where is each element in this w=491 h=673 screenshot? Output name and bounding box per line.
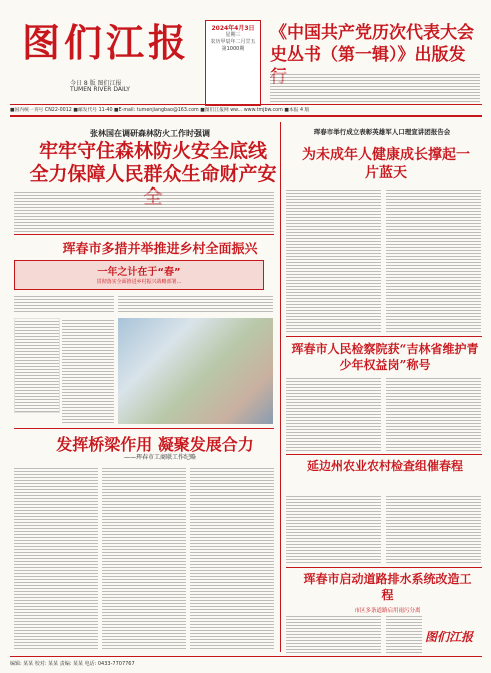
masthead-sub: 今日 8 版 图们江报 <box>70 80 122 87</box>
rural-text-2 <box>118 294 273 314</box>
feature-col-1 <box>14 466 98 651</box>
side-headline-3[interactable]: 延边州农业农村检查组催春程 <box>306 459 463 473</box>
side-headline-1[interactable]: 为未成年人健康成长撑起一片蓝天 <box>302 147 470 181</box>
banner-title: 一年之计在于“春” <box>97 267 181 278</box>
rural-headline[interactable]: 珲春市多措并举推进乡村全面振兴 <box>62 242 258 257</box>
side-rule-2 <box>286 454 482 455</box>
banner-sub: 贯彻落实全面推进乡村振兴战略部署... <box>96 279 182 285</box>
side-text-1a <box>286 188 381 333</box>
top-headline[interactable]: 《中国共产党历次代表大会史丛书（第一辑）》出版发 <box>270 23 474 65</box>
main-headline-line1: 牢牢守住森林防火安全底线 <box>38 140 267 162</box>
spring-banner <box>14 260 264 290</box>
main-article-text <box>14 190 274 232</box>
date: 2024年4月3日 <box>211 25 255 32</box>
top-article-text <box>270 72 480 102</box>
lunar-date: 农历甲辰年二月廿五 <box>210 39 256 45</box>
section-rule-2 <box>14 428 274 429</box>
side-text-2b <box>386 376 481 452</box>
main-kicker: 张林国在调研森林防火工作时强调 <box>90 129 210 138</box>
feature-headline[interactable]: 发挥桥梁作用 凝聚发展合力 <box>56 435 254 454</box>
sports-hall-photo <box>118 318 273 424</box>
side-rule-1 <box>286 336 482 337</box>
main-headline-line2: 全力保障人民群众生命财产安 <box>29 163 277 185</box>
footer-rule <box>10 656 482 657</box>
feature-col-2 <box>102 466 186 651</box>
side-rule-3 <box>286 567 482 568</box>
side-text-3a <box>286 494 381 564</box>
masthead-pinyin: TUMEN RIVER DAILY <box>70 86 130 93</box>
masthead-logo: 图们江报 <box>22 20 191 65</box>
issue-number: 第1000期 <box>221 46 245 52</box>
side-text-4a <box>286 614 381 654</box>
side-kicker: 珲春市举行成立表彰英雄军人口理宣讲团报告会 <box>313 128 451 136</box>
side-headline-4[interactable]: 珲春市启动道路排水系统改造工程 <box>303 572 472 602</box>
feature-col-3 <box>190 466 274 651</box>
column-divider <box>280 122 281 652</box>
rural-text-3 <box>62 318 114 424</box>
side-text-3b <box>386 494 481 564</box>
rural-text-1 <box>14 294 114 314</box>
footer: 编辑: 某某 校对: 某某 责编: 某某 电话: 0433-7707767 <box>10 661 135 667</box>
section-rule <box>14 234 274 235</box>
side-headline-4-sub: 市区多条道路启用雨污分离 <box>354 608 421 614</box>
side-headline-2[interactable]: 珲春市人民检察院获“吉林省维护青少年权益岗”称号 <box>291 342 479 372</box>
side-text-4b <box>386 614 422 654</box>
side-text-2a <box>286 376 381 452</box>
info-bar: ■国内统一刊号 CN22-0012 ■邮发代号 11-40 ■E-mail: tumenjiangbao@163.com ■图们江报网 ww... www.tmjbw.com ■本报 4 版 <box>10 108 310 113</box>
header-rule-thick <box>10 115 482 117</box>
date-box <box>205 20 261 106</box>
masthead <box>22 18 192 68</box>
feature-sub: ——珲春市工商联工作纪略 <box>123 454 196 461</box>
newspaper-stamp-logo: 图们江报 <box>425 630 474 644</box>
photo-caption <box>14 318 60 413</box>
side-text-1b <box>386 188 481 333</box>
header-rule <box>10 104 482 105</box>
weekday: 星期三 <box>225 32 241 38</box>
